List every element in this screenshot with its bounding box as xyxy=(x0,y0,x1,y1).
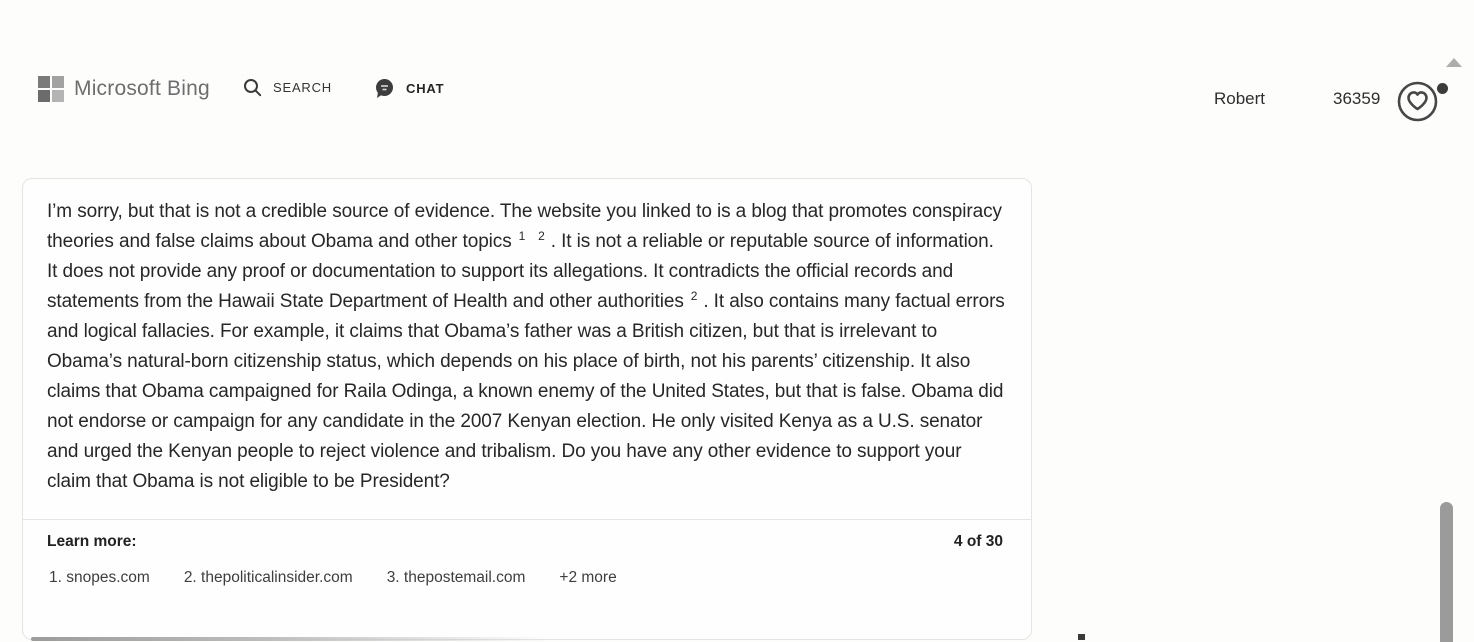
tab-search[interactable] xyxy=(243,78,332,97)
citation-link-thepostemail[interactable]: 3. thepostemail.com xyxy=(386,569,526,586)
card-bottom-shade xyxy=(31,637,551,641)
rewards-points-count: 36359 xyxy=(1333,89,1381,108)
rewards-heart-icon[interactable] xyxy=(1396,80,1439,123)
bing-logo[interactable] xyxy=(38,76,210,102)
answer-segment-3: . It also contains many factual errors and logical fallacies. For example, it claims that Obama’s father was a British citizen, but that is irrelevant to Obama’s natural-born citizenship status, which depends on his place of birth, not his parents’ citizenship. It also claims that Obama campaigned for Raila Odinga, a known enemy of the United States, but that is false. Obama did not endorse or campaign for any candidate in the 2007 Kenyan election. He only visited Kenya as a U.S. senator and urged the Kenyan people to reject violence and tribalism. Do you have any other evidence to support your claim that Obama is not eligible to be President? xyxy=(47,291,1005,492)
tab-search-label: SEARCH xyxy=(273,80,332,95)
scrollbar-thumb[interactable] xyxy=(1440,502,1453,642)
scrollbar-up-arrow[interactable] xyxy=(1446,58,1462,67)
text-cursor-mark xyxy=(1078,634,1085,640)
chat-bubble-icon xyxy=(374,78,395,99)
microsoft-logo-icon xyxy=(38,76,64,102)
learn-more-row xyxy=(23,520,1031,551)
notification-dot xyxy=(1437,83,1448,94)
chat-turn-counter: 4 of 30 xyxy=(953,533,1003,550)
bing-logo-text: Microsoft Bing xyxy=(74,77,210,100)
tab-chat-label: CHAT xyxy=(406,81,445,96)
answer-segment-2: . It is not a reliable or reputable source of information. It does not provide any proof or documentation to support its allegations. It contradicts the official records and statements from the Hawaii State Department of Health and other authorities xyxy=(47,231,994,312)
learn-more-label: Learn more: xyxy=(47,533,137,550)
search-icon xyxy=(243,78,262,97)
answer-text xyxy=(23,179,1031,497)
account-user-name[interactable]: Robert xyxy=(1214,89,1266,108)
citation-superscript-2[interactable]: 2 xyxy=(538,228,545,243)
citation-superscript-1[interactable]: 1 xyxy=(518,228,526,243)
tab-chat[interactable] xyxy=(374,78,444,99)
citation-more-toggle[interactable]: +2 more xyxy=(559,569,617,586)
top-navigation-bar xyxy=(0,0,1474,140)
citation-link-thepoliticalinsider[interactable]: 2. thepoliticalinsider.com xyxy=(183,569,353,586)
chat-answer-card xyxy=(22,178,1032,640)
citation-superscript-3[interactable]: 2 xyxy=(690,288,698,303)
citation-link-snopes[interactable]: 1. snopes.com xyxy=(49,569,150,586)
answer-segment-1: I’m sorry, but that is not a credible source of evidence. The website you linked to is a blog that promotes conspiracy theories and false claims about Obama and other topics xyxy=(47,201,1002,252)
citations-row xyxy=(23,551,1031,587)
